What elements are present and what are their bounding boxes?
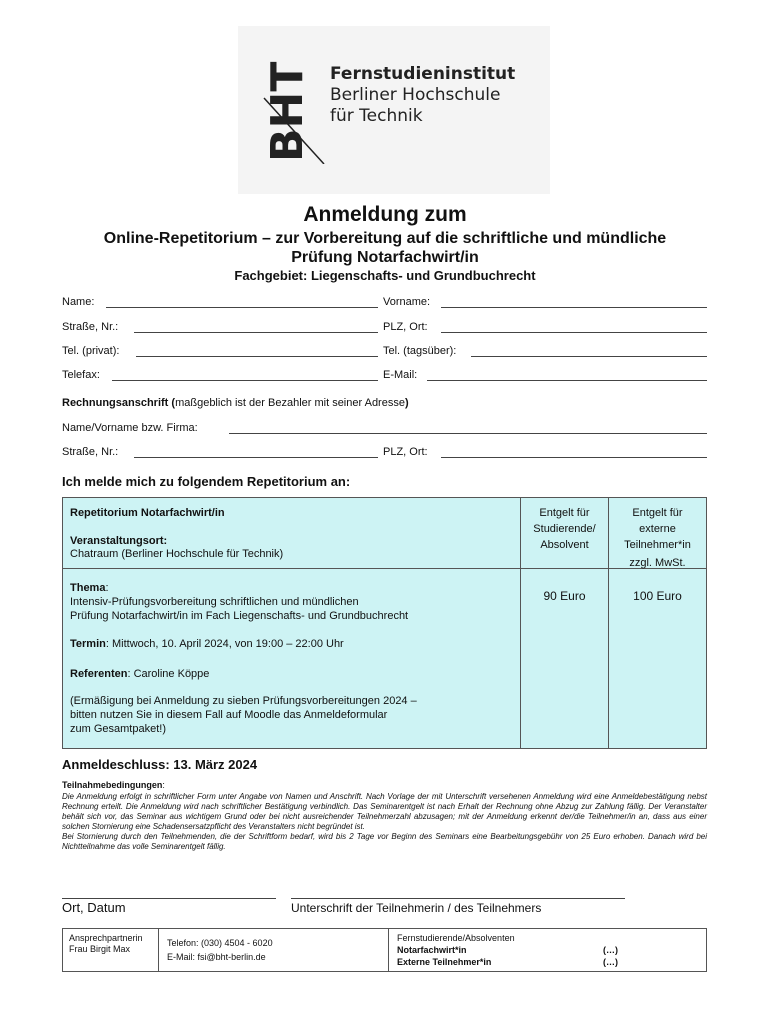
footer-notar-check[interactable]: (…) (603, 945, 618, 955)
tel-privat-field[interactable] (136, 356, 378, 357)
footer-notar: Notarfachwirt*in (397, 945, 467, 955)
firma-field[interactable] (229, 433, 707, 434)
ort-value: Chatraum (Berliner Hochschule für Technik) (70, 548, 284, 560)
logo-text (330, 64, 515, 127)
termin-label: Termin (70, 638, 106, 650)
vorname-field[interactable] (441, 307, 707, 308)
email-label: E-Mail: (383, 369, 418, 381)
rechnung-close: ) (404, 397, 409, 409)
thema-heading: Thema: (70, 582, 109, 594)
discount-note-1: (Ermäßigung bei Anmeldung zu sieben Prüfungsvorbereitungen 2024 – (70, 695, 417, 707)
price-extern: 100 Euro (633, 589, 682, 603)
logo-line-1: Fernstudieninstitut (330, 64, 516, 84)
ort-datum-label: Ort, Datum (62, 900, 126, 915)
logo-line-3: für Technik (330, 106, 423, 126)
ort-datum-line[interactable] (62, 898, 276, 899)
logo-line-2: Berliner Hochschule (330, 85, 501, 105)
page-title: Anmeldung zum (303, 203, 467, 226)
signature-label: Unterschrift der Teilnehmerin / des Teilnehmers (291, 901, 542, 915)
telefax-label: Telefax: (62, 369, 100, 381)
conditions-p2: Bei Stornierung durch den Teilnehmenden, die der Schriftform bedarf, wird bis 2 Tage vor Beginn des Seminars eine Bearbeitungsgebühr von 25 Euro erhoben. Danach wird bei Nichtteilnahme das volle Seminarentgelt fällig. (62, 832, 707, 851)
footer-extern-check[interactable]: (…) (603, 957, 618, 967)
plz2-field[interactable] (441, 457, 707, 458)
subtitle-line-1: Online-Repetitorium – zur Vorbereitung auf die schriftliche und mündliche (103, 230, 667, 247)
melde-heading: Ich melde mich zu folgendem Repetitorium an: (62, 474, 351, 489)
rechnung-note: maßgeblich ist der Bezahler mit seiner Adresse (175, 397, 405, 409)
referenten-value: : Caroline Köppe (127, 668, 210, 680)
strasse-label: Straße, Nr.: (62, 321, 119, 333)
thema-line-1: Intensiv-Prüfungsvorbereitung schriftlichen und mündlichen (70, 596, 359, 608)
telefax-field[interactable] (112, 380, 378, 381)
vorname-label: Vorname: (383, 296, 431, 308)
strasse2-field[interactable] (134, 457, 378, 458)
tel-tags-field[interactable] (471, 356, 707, 357)
strasse2-label: Straße, Nr.: (62, 446, 119, 458)
extern-price-header: Entgelt für externe Teilnehmer*in zzgl. MwSt. (624, 507, 691, 569)
email-field[interactable] (427, 380, 707, 381)
firma-label: Name/Vorname bzw. Firma: (62, 422, 198, 434)
footer-extern: Externe Teilnehmer*in (397, 957, 492, 967)
conditions-heading: Teilnahmebedingungen: (62, 780, 165, 790)
plz2-label: PLZ, Ort: (383, 446, 428, 458)
rechnung-heading (62, 397, 409, 409)
referenten (70, 668, 209, 681)
contact-name: Frau Birgit Max (69, 944, 131, 954)
conditions-text (62, 792, 707, 852)
signature-line[interactable] (291, 898, 625, 899)
conditions-p1: Die Anmeldung erfolgt in schriftlicher Form unter Angabe von Namen und Anschrift. Nach Vorlage der mit Unterschrift versehenen Anmeldung wird eine Anmeldebestätigung nebst Rechnung erteilt. Die Anmeldung wird nach schriftlicher Bestätigung verbindlich. Das Seminarentgelt ist nach Erhalt der Rechnung ohne Abzug zur Zahlung fällig. Der Veranstalter behält sich vor, das Seminar aus wichtigem Grund oder bei nicht ausreichender Teilnehmerzahl abzusagen; mit der Anmeldung erkennt der/die Teilnehmer/in an, dass aus einer solchen Stornierung eine Schadensersatzpflicht des Veranstalters nicht begründet ist. (62, 792, 707, 831)
termin (70, 638, 344, 651)
rechnung-label: Rechnungsanschrift ( (62, 397, 176, 409)
ort-label: Veranstaltungsort: (70, 535, 168, 547)
plz-field[interactable] (441, 332, 707, 333)
student-price-header: Entgelt für Studierende/ Absolvent (533, 507, 596, 551)
field-subtitle: Fachgebiet: Liegenschafts- und Grundbuchrecht (234, 268, 536, 283)
discount-note-3: zum Gesamtpaket!) (70, 723, 166, 735)
discount-note-2: bitten nutzen Sie in diesem Fall auf Moodle das Anmeldeformular (70, 709, 388, 721)
bht-logo-icon (258, 58, 328, 164)
name-field[interactable] (106, 307, 378, 308)
thema-line-2: Prüfung Notarfachwirt/in im Fach Liegenschafts- und Grundbuchrecht (70, 610, 409, 622)
contact-email: E-Mail: fsi@bht-berlin.de (167, 952, 266, 962)
subtitle-line-2: Prüfung Notarfachwirt/in (291, 249, 479, 266)
tel-tags-label: Tel. (tagsüber): (383, 345, 457, 357)
contact-label: Ansprechpartnerin (69, 933, 143, 943)
plz-label: PLZ, Ort: (383, 321, 428, 333)
footer-category: Fernstudierende/Absolventen (397, 933, 515, 943)
page-subtitle (0, 229, 770, 267)
contact-table (62, 928, 707, 972)
logo-mark: BHT (262, 61, 313, 162)
tel-privat-label: Tel. (privat): (62, 345, 120, 357)
registration-table (62, 497, 707, 749)
strasse-field[interactable] (134, 332, 378, 333)
table-head-title: Repetitorium Notarfachwirt/in (70, 507, 225, 519)
deadline: Anmeldeschluss: 13. März 2024 (62, 757, 258, 772)
termin-value: : Mittwoch, 10. April 2024, von 19:00 – 22:00 Uhr (105, 638, 344, 650)
thema-label: Thema (70, 582, 106, 594)
conditions-title: Teilnahmebedingungen (62, 780, 163, 790)
referenten-label: Referenten (70, 668, 128, 680)
contact-phone: Telefon: (030) 4504 - 6020 (167, 938, 273, 948)
name-label: Name: (62, 296, 95, 308)
price-student: 90 Euro (543, 589, 586, 603)
